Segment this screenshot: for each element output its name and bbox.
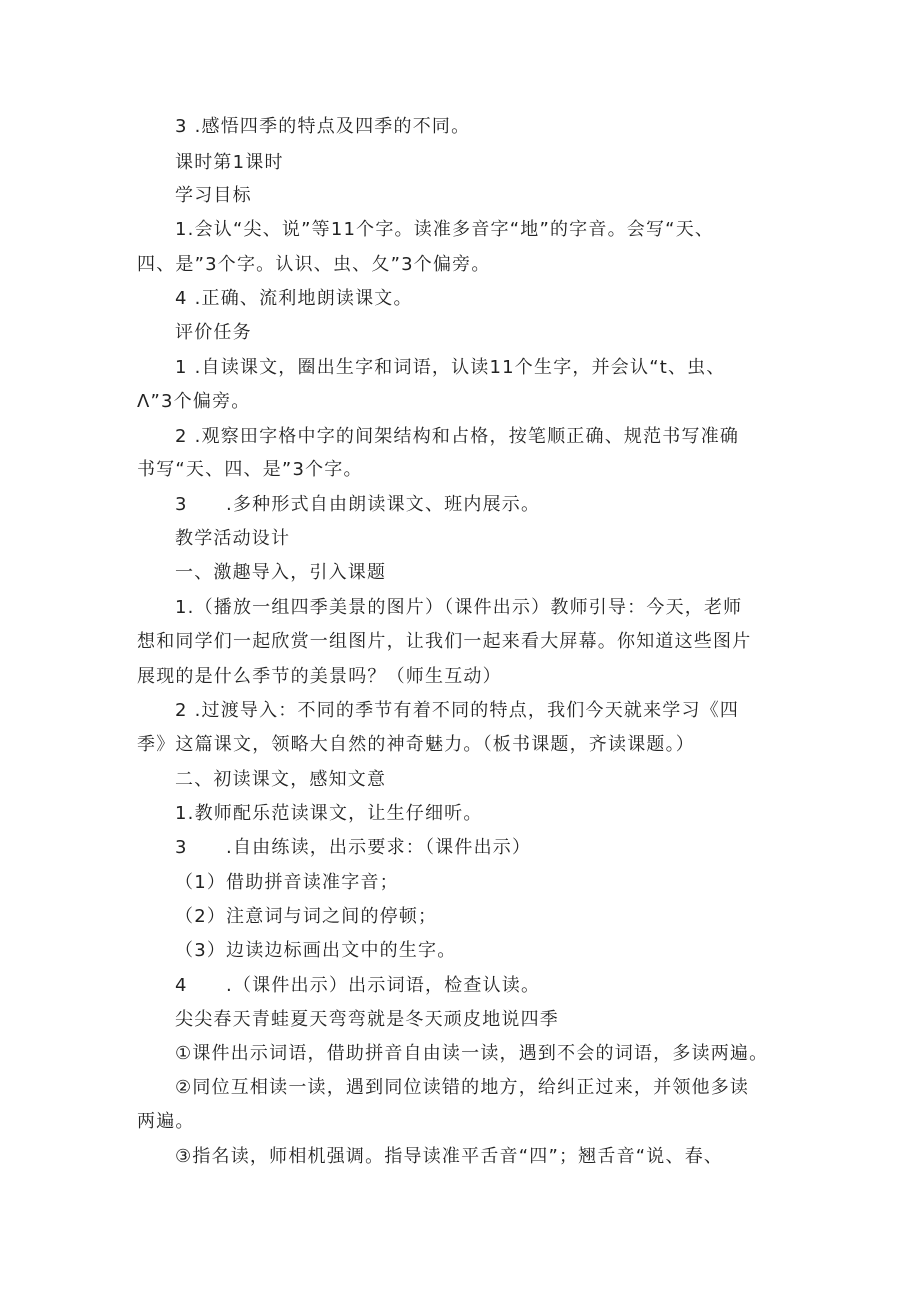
text-line: 四、是”3个字。认识、虫、夂”3个偏旁。 [137,254,491,275]
list-item: （1）借助拼音读准字音； [175,872,399,893]
text-line: 想和同学们一起欣赏一组图片，让我们一起来看大屏幕。你知道这些图片 [137,631,752,652]
text-line: 3 .多种形式自由朗读课文、班内展示。 [175,494,541,515]
list-item: ②同位互相读一读，遇到同位读错的地方，给纠正过来，并领他多读 [175,1077,750,1098]
list-item: ①课件出示词语，借助拼音自由读一读，遇到不会的词语，多读两遍。 [175,1043,769,1064]
text-line: 季》这篇课文，领略大自然的神奇魅力。（板书课题，齐读课题。） [137,734,695,755]
activity-design-heading: 教学活动设计 [175,528,291,549]
section-heading: 一、激趣导入，引入课题 [175,562,387,583]
text-line: Λ”3个偏旁。 [137,391,251,412]
list-item: （3）边读边标画出文中的生字。 [175,940,457,961]
evaluation-tasks-heading: 评价任务 [175,322,252,343]
section-heading: 二、初读课文，感知文意 [175,769,387,790]
vocabulary-line: 尖尖春天青蛙夏天弯弯就是冬天顽皮地说四季 [175,1009,559,1030]
text-line: 4 .（课件出示）出示词语，检查认读。 [175,975,541,996]
text-line: 展现的是什么季节的美景吗？（师生互动） [137,666,502,687]
text-line: 3 .感悟四季的特点及四季的不同。 [175,116,471,137]
lesson-period-heading: 课时第1课时 [175,152,284,173]
text-line: 1.（播放一组四季美景的图片）（课件出示）教师引导：今天，老师 [175,597,743,618]
text-line: 4 .正确、流利地朗读课文。 [175,288,413,309]
text-line: 1.教师配乐范读课文，让生仔细听。 [175,803,483,824]
text-line: 3 .自由练读，出示要求：（课件出示） [175,837,532,858]
text-line: 2 .观察田字格中字的间架结构和占格，按笔顺正确、规范书写准确 [175,426,740,447]
list-item: （2）注意词与词之间的停顿； [175,906,438,927]
list-item: ③指名读，师相机强调。指导读准平舌音“四”；翘舌音“说、春、 [175,1146,724,1167]
text-line: 1 .自读课文，圈出生字和词语，认读11个生字，并会认“t、虫、 [175,357,726,378]
learning-goals-heading: 学习目标 [175,185,252,206]
text-line: 1.会认“尖、说”等11个字。读准多音字“地”的字音。会写“天、 [175,219,715,240]
text-line: 书写“天、四、是”3个字。 [137,459,363,480]
text-line: 两遍。 [137,1111,195,1132]
text-line: 2 .过渡导入：不同的季节有着不同的特点，我们今天就来学习《四 [175,700,740,721]
